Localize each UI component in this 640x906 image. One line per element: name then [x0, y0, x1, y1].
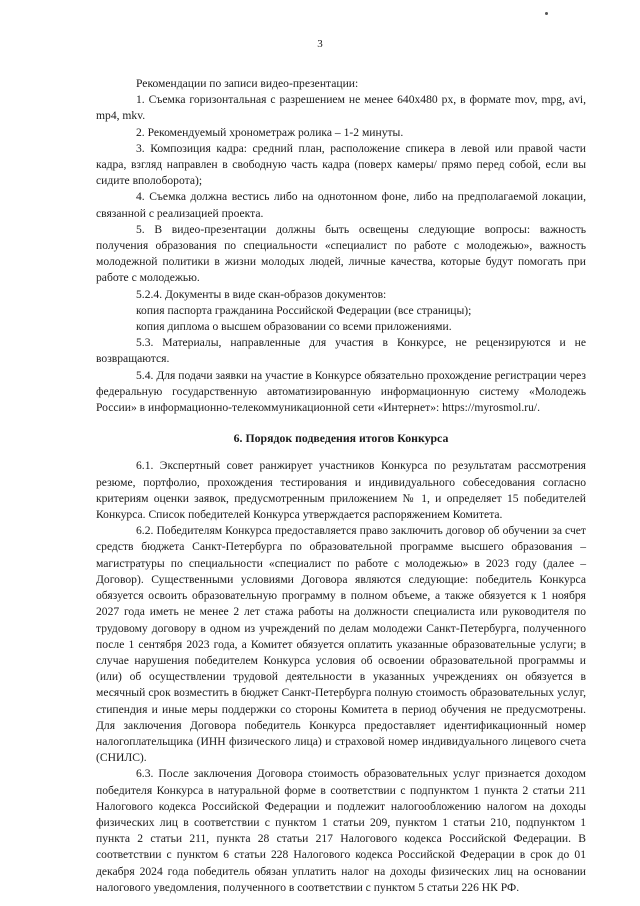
recommendation-item: 4. Съемка должна вестись либо на однотонном фоне, либо на предполагаемой локации, связанной с реализацией проекта.	[96, 190, 586, 220]
scan-mark	[545, 12, 548, 15]
section-5-2-4-title: 5.2.4. Документы в виде скан-образов документов:	[136, 287, 387, 301]
recommendation-item: 3. Композиция кадра: средний план, расположение спикера в левой или правой части кадра, взгляд направлен в свободную часть кадра (поверх камеры/ прямо перед собой, если вы сидите вполоборота);	[96, 141, 586, 188]
paragraph-6-3: 6.3. После заключения Договора стоимость образовательных услуг признается доходом победителя Конкурса в натуральной форме в соответствии с подпунктом 1 пункта 2 статьи 211 Налогового кодекса Российской Федерации и подлежит налогообложению налогом на доходы физических лиц в соответствии с пунктом 1 статьи 209, пунктом 1 статьи 210, подпунктом 1 пункта 2 статьи 211, пункта 28 статьи 217 Налогового кодекса Российской Федерации. В соответствии с пунктом 6 статьи 228 Налогового кодекса Российской Федерации в срок до 01 декабря 2024 года победитель обязан уплатить налог на доходы физических лиц на основании налогового уведомления, полученного в соответствии с пунктом 5 статьи 226 НК РФ.	[96, 767, 586, 894]
paragraph-5-4: 5.4. Для подачи заявки на участие в Конкурсе обязательно прохождение регистрации через федеральную государственную автоматизированную информационную систему «Молодежь России» в информационно-телекоммуникационной сети «Интернет»: https://myrosmol.ru/.	[96, 368, 586, 415]
document-body	[96, 76, 586, 896]
page-number: 3	[317, 38, 323, 50]
paragraph-6-1: 6.1. Экспертный совет ранжирует участников Конкурса по результатам рассмотрения резюме, портфолио, прохождения тестирования и индивидуального собеседования согласно критериям оценки заявок, предусмотренным приложением № 1, и определяет 15 победителей Конкурса. Список победителей Конкурса утверждается распоряжением Комитета.	[96, 459, 586, 522]
recommendations-title: Рекомендации по записи видео-презентации:	[136, 77, 359, 90]
recommendation-item: 2. Рекомендуемый хронометраж ролика – 1-2 минуты.	[136, 125, 404, 139]
recommendation-item: 1. Съемка горизонтальная с разрешением не менее 640x480 px, в формате mov, mpg, avi, mp4, mkv.	[96, 93, 586, 123]
document-list-item: копия паспорта гражданина Российской Федерации (все страницы);	[136, 303, 472, 317]
document-list-item: копия диплома о высшем образовании со всеми приложениями.	[136, 320, 452, 334]
recommendation-item: 5. В видео-презентации должны быть освещены следующие вопросы: важность получения образования по специальности «специалист по работе с молодежью», важность молодежной политики в жизни молодых людей, личные качества, которые будут помогать при работе с молодежью.	[96, 222, 586, 285]
paragraph-5-3: 5.3. Материалы, направленные для участия в Конкурсе, не рецензируются и не возвращаются.	[96, 336, 586, 366]
section-6-heading: 6. Порядок подведения итогов Конкурса	[233, 431, 449, 446]
paragraph-6-2: 6.2. Победителям Конкурса предоставляется право заключить договор об обучении за счет средств бюджета Санкт-Петербурга по образовательной программе высшего образования – магистратуры по специальности «специалист по работе с молодежью» в 2023 году (далее – Договор). Существенными условиями Договора являются следующие: победитель Конкурса обязуется освоить образовательную программу в полном объеме, а также обязуется к 1 ноября 2027 года иметь не менее 2 лет стажа работы на должности специалиста или руководителя по трудовому договору в одном из учреждений по делам молодежи Санкт-Петербурга, полученного после 1 сентября 2023 года, а Комитет обязуется оплатить указанные образовательные услуги; в случае нарушения победителем Конкурса условия об освоении образовательной программы и (или) об осуществлении трудовой деятельности в указанных учреждениях он обязуется в месячный срок возместить в бюджет Санкт-Петербурга полную стоимость образовательных услуг, стипендия и иные меры поддержки со стороны Комитета в период обучения не предусмотрены. Для заключения Договора победитель Конкурса предоставляет идентификационный номер налогоплательщика (ИНН физического лица) и страховой номер индивидуального лицевого счета (СНИЛС).	[96, 524, 586, 765]
